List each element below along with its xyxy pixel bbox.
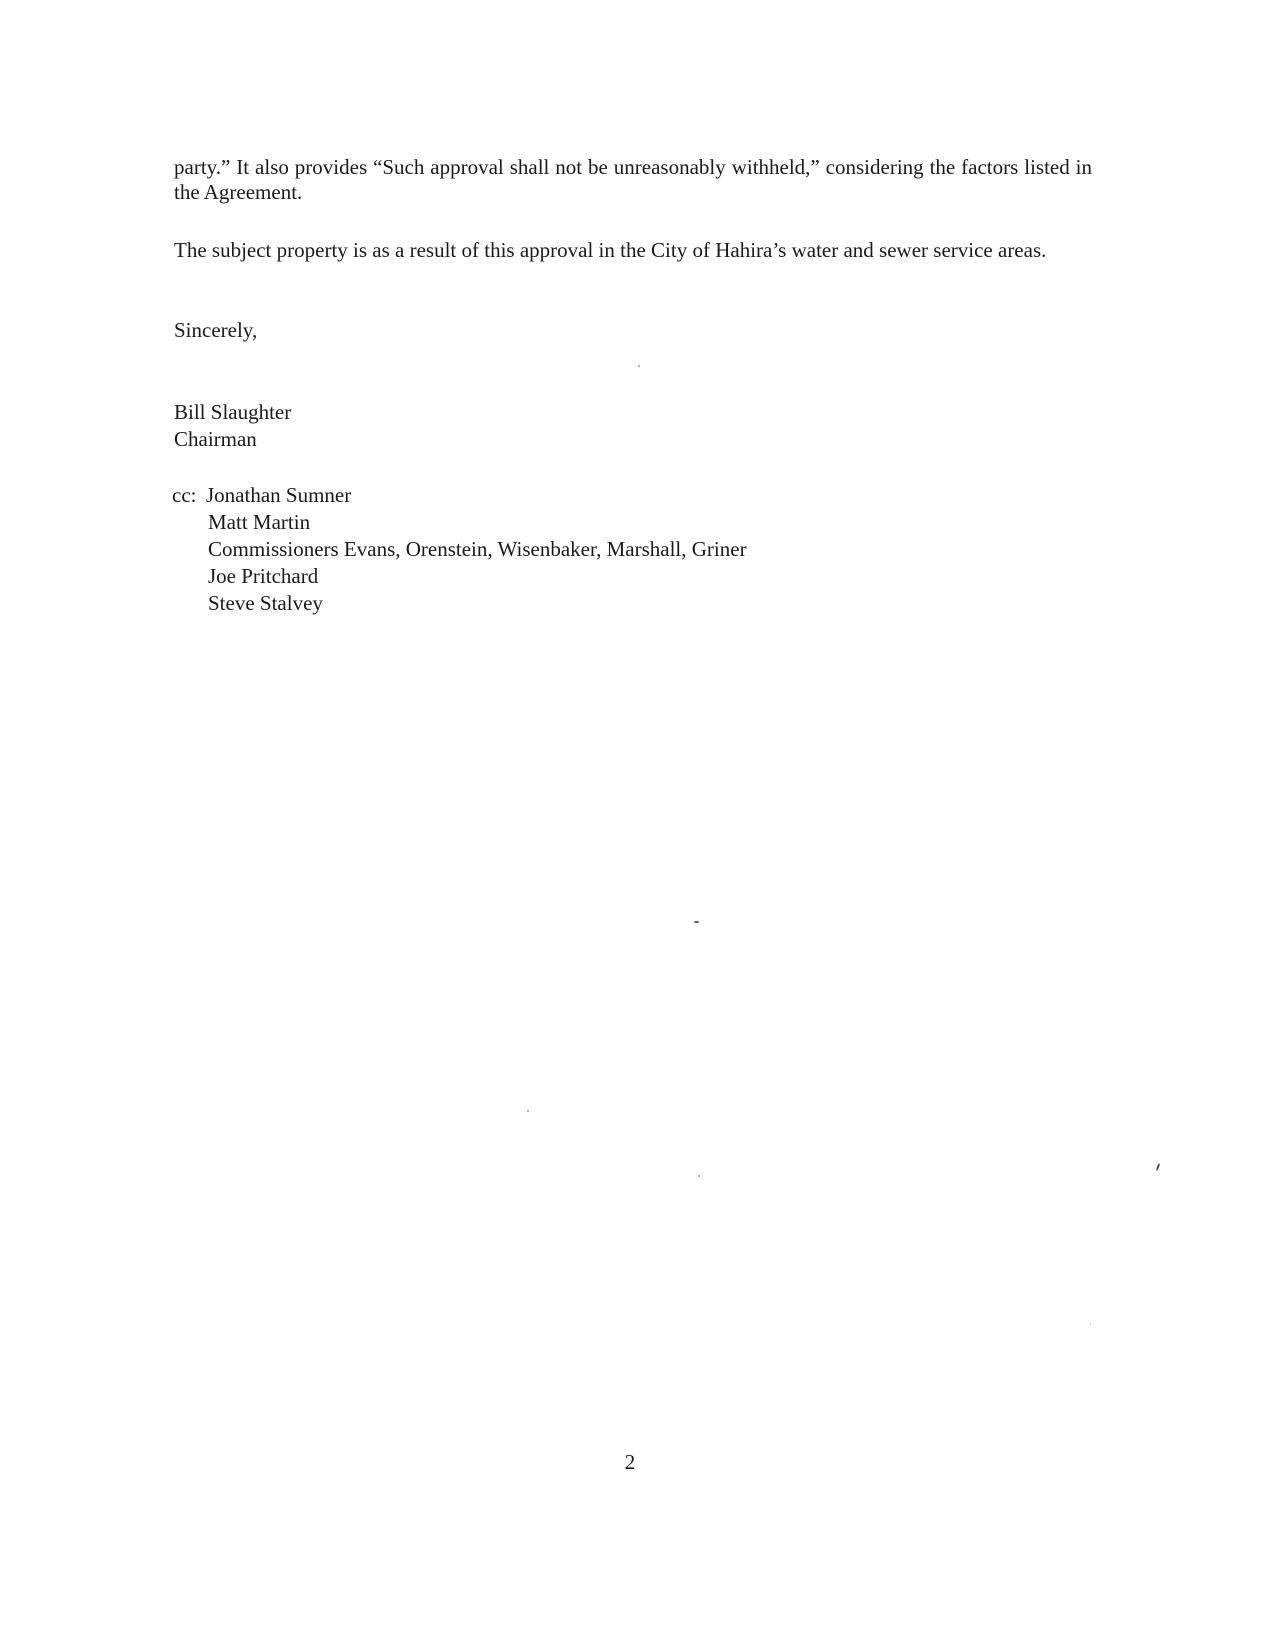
cc-label: cc: bbox=[172, 483, 197, 507]
scan-speck bbox=[527, 1110, 529, 1112]
cc-list bbox=[172, 482, 747, 617]
cc-recipient: Jonathan Sumner bbox=[206, 483, 352, 507]
cc-recipient: Commissioners Evans, Orenstein, Wisenbaker, Marshall, Griner bbox=[208, 537, 747, 561]
cc-first-row bbox=[172, 482, 747, 509]
closing-salutation: Sincerely, bbox=[174, 318, 258, 342]
cc-recipient: Matt Martin bbox=[208, 510, 311, 534]
cc-recipient: Steve Stalvey bbox=[208, 591, 323, 615]
scan-speck bbox=[638, 365, 640, 367]
cc-recipient: Joe Pritchard bbox=[208, 564, 319, 588]
body-paragraph-1: party.” It also provides “Such approval shall not be unreasonably withheld,” considering the factors listed in the Agreement. bbox=[174, 155, 1092, 204]
signatory-name: Bill Slaughter bbox=[174, 400, 292, 424]
page-number: 2 bbox=[624, 1450, 636, 1474]
scan-speck bbox=[1090, 1323, 1091, 1324]
scan-speck bbox=[698, 1175, 700, 1177]
body-paragraph-2: The subject property is as a result of this approval in the City of Hahira’s water and sewer service areas. bbox=[174, 238, 1047, 262]
scan-speck bbox=[694, 921, 699, 923]
scan-speck bbox=[1156, 1163, 1161, 1171]
signatory-title: Chairman bbox=[174, 427, 257, 451]
